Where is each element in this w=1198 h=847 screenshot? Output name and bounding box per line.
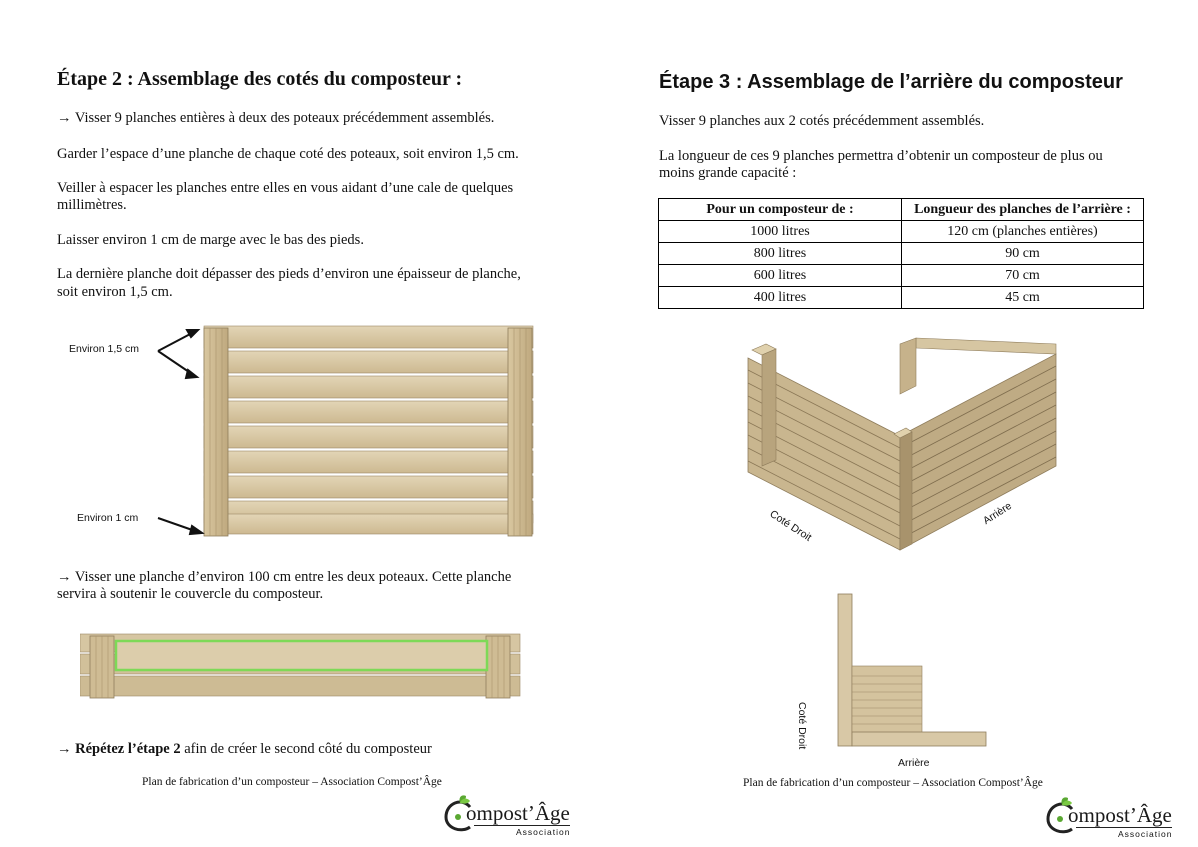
step2-para-3b: millimètres. xyxy=(57,197,127,213)
step2-para-4: Laisser environ 1 cm de marge avec le bas des pieds. xyxy=(57,232,364,248)
step2-para-5a: La dernière planche doit dépasser des pieds d’environ une épaisseur de planche, xyxy=(57,266,521,282)
table-cell: 120 cm (planches entières) xyxy=(902,221,1144,243)
logo-left: ompost’Âge Association xyxy=(440,793,580,837)
step2-title: Étape 2 : Assemblage des cotés du composteur : xyxy=(57,68,463,90)
label-environ-1-5-cm: Environ 1,5 cm xyxy=(69,343,140,355)
step2-para-5b: soit environ 1,5 cm. xyxy=(57,284,173,300)
table-cell: 90 cm xyxy=(902,243,1144,265)
label-arriere-plan: Arrière xyxy=(898,757,930,769)
table-cell: 800 litres xyxy=(659,243,902,265)
step3-title: Étape 3 : Assemblage de l’arrière du composteur xyxy=(659,71,1123,93)
table-cell: 45 cm xyxy=(902,287,1144,309)
top-view-plan-illustration xyxy=(834,592,994,752)
table-cell: 600 litres xyxy=(659,265,902,287)
step2-para-2: Garder l’espace d’une planche de chaque coté des poteaux, soit environ 1,5 cm. xyxy=(57,146,519,162)
step2-para-1: → Visser 9 planches entières à deux des poteaux précédemment assemblés. xyxy=(57,110,495,126)
step2-para-6a: → Visser une planche d’environ 100 cm entre les deux poteaux. Cette planche xyxy=(57,569,512,585)
step2-para-6b: servira à soutenir le couvercle du composteur. xyxy=(57,586,324,602)
logo-right: ompost’Âge Association xyxy=(1042,795,1182,839)
table-row xyxy=(659,221,1144,243)
table-cell: 400 litres xyxy=(659,287,902,309)
label-environ-1-cm: Environ 1 cm xyxy=(77,512,139,524)
table-cell: 1000 litres xyxy=(659,221,902,243)
highlighted-support-plank xyxy=(116,641,487,670)
table-cell: 70 cm xyxy=(902,265,1144,287)
step3-para-2b: moins grande capacité : xyxy=(659,165,797,181)
capacity-table xyxy=(658,198,1144,309)
table-row xyxy=(659,265,1144,287)
step2-repeat-line: → Répétez l’étape 2 afin de créer le second côté du composteur xyxy=(57,741,432,757)
table-header-length: Longueur des planches de l’arrière : xyxy=(902,199,1144,221)
step3-para-1: Visser 9 planches aux 2 cotés précédemment assemblés. xyxy=(659,113,985,129)
support-plank-illustration xyxy=(80,632,522,700)
step3-para-2a: La longueur de ces 9 planches permettra d’obtenir un composteur de plus ou xyxy=(659,148,1103,164)
label-cote-droit-iso: Coté Droit xyxy=(767,508,814,544)
label-cote-droit-plan: Coté Droit xyxy=(796,702,808,750)
table-row xyxy=(659,243,1144,265)
label-arriere-iso: Arrière xyxy=(981,499,1014,528)
right-footer: Plan de fabrication d’un composteur – Association Compost’Âge xyxy=(743,777,1043,789)
step2-para-3a: Veiller à espacer les planches entre elles en vous aidant d’une cale de quelques xyxy=(57,180,514,196)
table-header-capacity: Pour un composteur de : xyxy=(659,199,902,221)
left-footer: Plan de fabrication d’un composteur – Association Compost’Âge xyxy=(142,776,442,788)
side-planks xyxy=(204,326,533,534)
table-row xyxy=(659,287,1144,309)
annotation-arrows xyxy=(158,330,202,534)
